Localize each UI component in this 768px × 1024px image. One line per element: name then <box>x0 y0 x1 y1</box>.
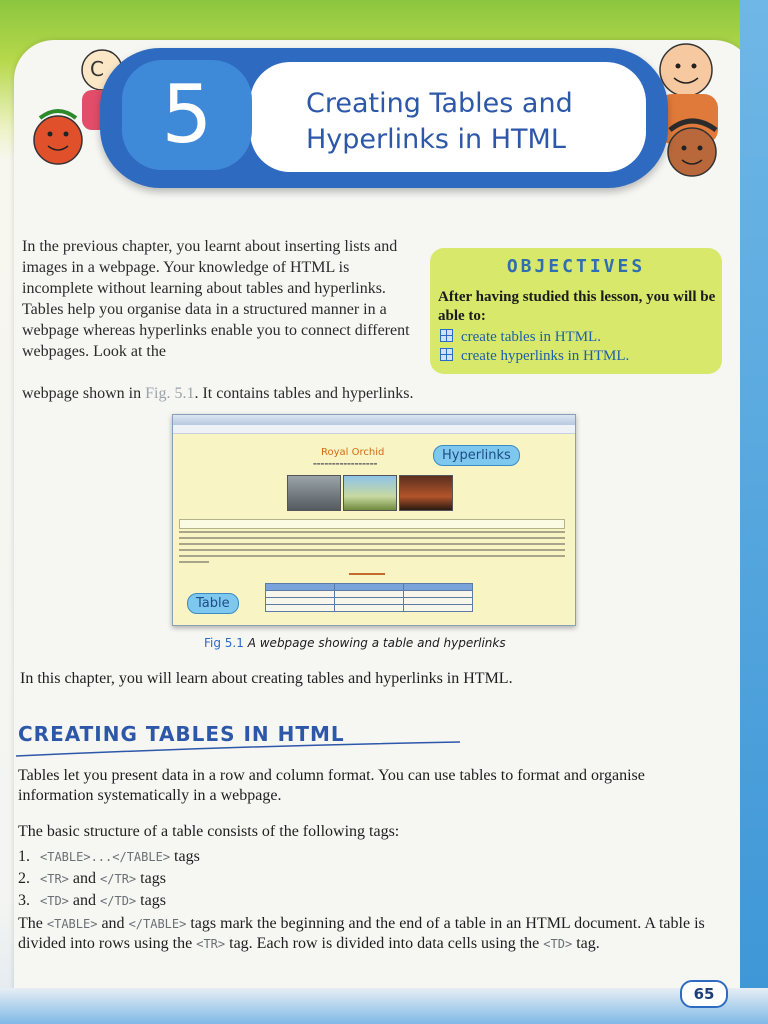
hyperlinks-callout: Hyperlinks <box>433 445 520 466</box>
chapter-number: 5 <box>122 60 252 170</box>
tables-structure-paragraph: The basic structure of a table consists of the following tags: <box>18 823 400 840</box>
chapter-title <box>306 86 646 158</box>
figure-site-name: Royal Orchid <box>321 447 385 458</box>
chapter-title-line2: Hyperlinks in HTML <box>306 124 566 155</box>
hotel-photo-3 <box>399 475 453 511</box>
section-heading: CREATING TABLES IN HTML <box>18 722 345 746</box>
figure-site-tagline: ▬▬▬▬▬▬▬▬▬▬▬▬▬▬▬▬▬ <box>313 461 378 466</box>
hotel-photo-1 <box>287 475 341 511</box>
table-bullet-icon <box>440 329 453 342</box>
browser-menubar <box>173 425 575 434</box>
intro-paragraph: In the previous chapter, you learnt about inserting lists and images in a webpage. Your knowledge of HTML is incomplete without learning about tables and hyperlinks. Tables help you organise data in a structured manner in a webpage whereas hyperlinks enable you to connect different webpages. Look at the <box>22 238 410 360</box>
figure-tariff-table <box>265 583 473 612</box>
list-item: 3. <TD> and </TD> tags <box>18 892 166 909</box>
objective-item: create hyperlinks in HTML. <box>440 347 629 366</box>
table-tags-paragraph: The <TABLE> and </TABLE> tags mark the beginning and the end of a table in an HTML document. A table is divided into rows using the <TR> tag. Each row is divided into data cells using the <TD> tag. <box>18 915 705 952</box>
page-number: 65 <box>680 980 728 1008</box>
hotel-photo-2 <box>343 475 397 511</box>
browser-titlebar <box>173 415 575 425</box>
figure-tariff-label <box>349 573 385 575</box>
figure-text-line <box>179 549 565 551</box>
webpage-screenshot-figure <box>172 414 576 626</box>
figure-text-line <box>179 531 565 533</box>
figure-text-line <box>179 555 565 557</box>
figure-nav-bar <box>179 519 565 529</box>
chapter-title-line1: Creating Tables and <box>306 88 573 119</box>
objectives-lead: After having studied this lesson, you will be able to: <box>438 289 716 324</box>
table-callout: Table <box>187 593 239 614</box>
objectives-box <box>430 248 722 374</box>
figure-caption-text: A webpage showing a table and hyperlinks <box>247 636 506 650</box>
heading-underline <box>14 740 464 760</box>
table-bullet-icon <box>440 348 453 361</box>
list-item: 1. <TABLE>...</TABLE> tags <box>18 848 200 865</box>
list-item: 2. <TR> and </TR> tags <box>18 870 166 887</box>
intro-tail-after: . It contains tables and hyperlinks. <box>194 385 414 402</box>
figure-text-line <box>179 561 209 563</box>
intro-tail-before: webpage shown in <box>22 385 142 402</box>
figure-caption-number: Fig 5.1 <box>204 636 244 650</box>
svg-text:C: C <box>90 57 104 81</box>
figure-text-line <box>179 543 565 545</box>
tables-intro-paragraph: Tables let you present data in a row and column format. You can use tables to format and organise information systematically in a webpage. <box>18 767 645 804</box>
figure-text-line <box>179 537 565 539</box>
chapter-intro-sentence: In this chapter, you will learn about creating tables and hyperlinks in HTML. <box>20 670 513 687</box>
objectives-title: OBJECTIVES <box>506 256 646 277</box>
figure-caption <box>204 636 506 650</box>
objective-item: create tables in HTML. <box>440 328 601 347</box>
bottom-stripe <box>0 988 768 1024</box>
figure-reference: Fig. 5.1 <box>145 385 195 402</box>
intro-paragraph-tail <box>22 383 542 404</box>
